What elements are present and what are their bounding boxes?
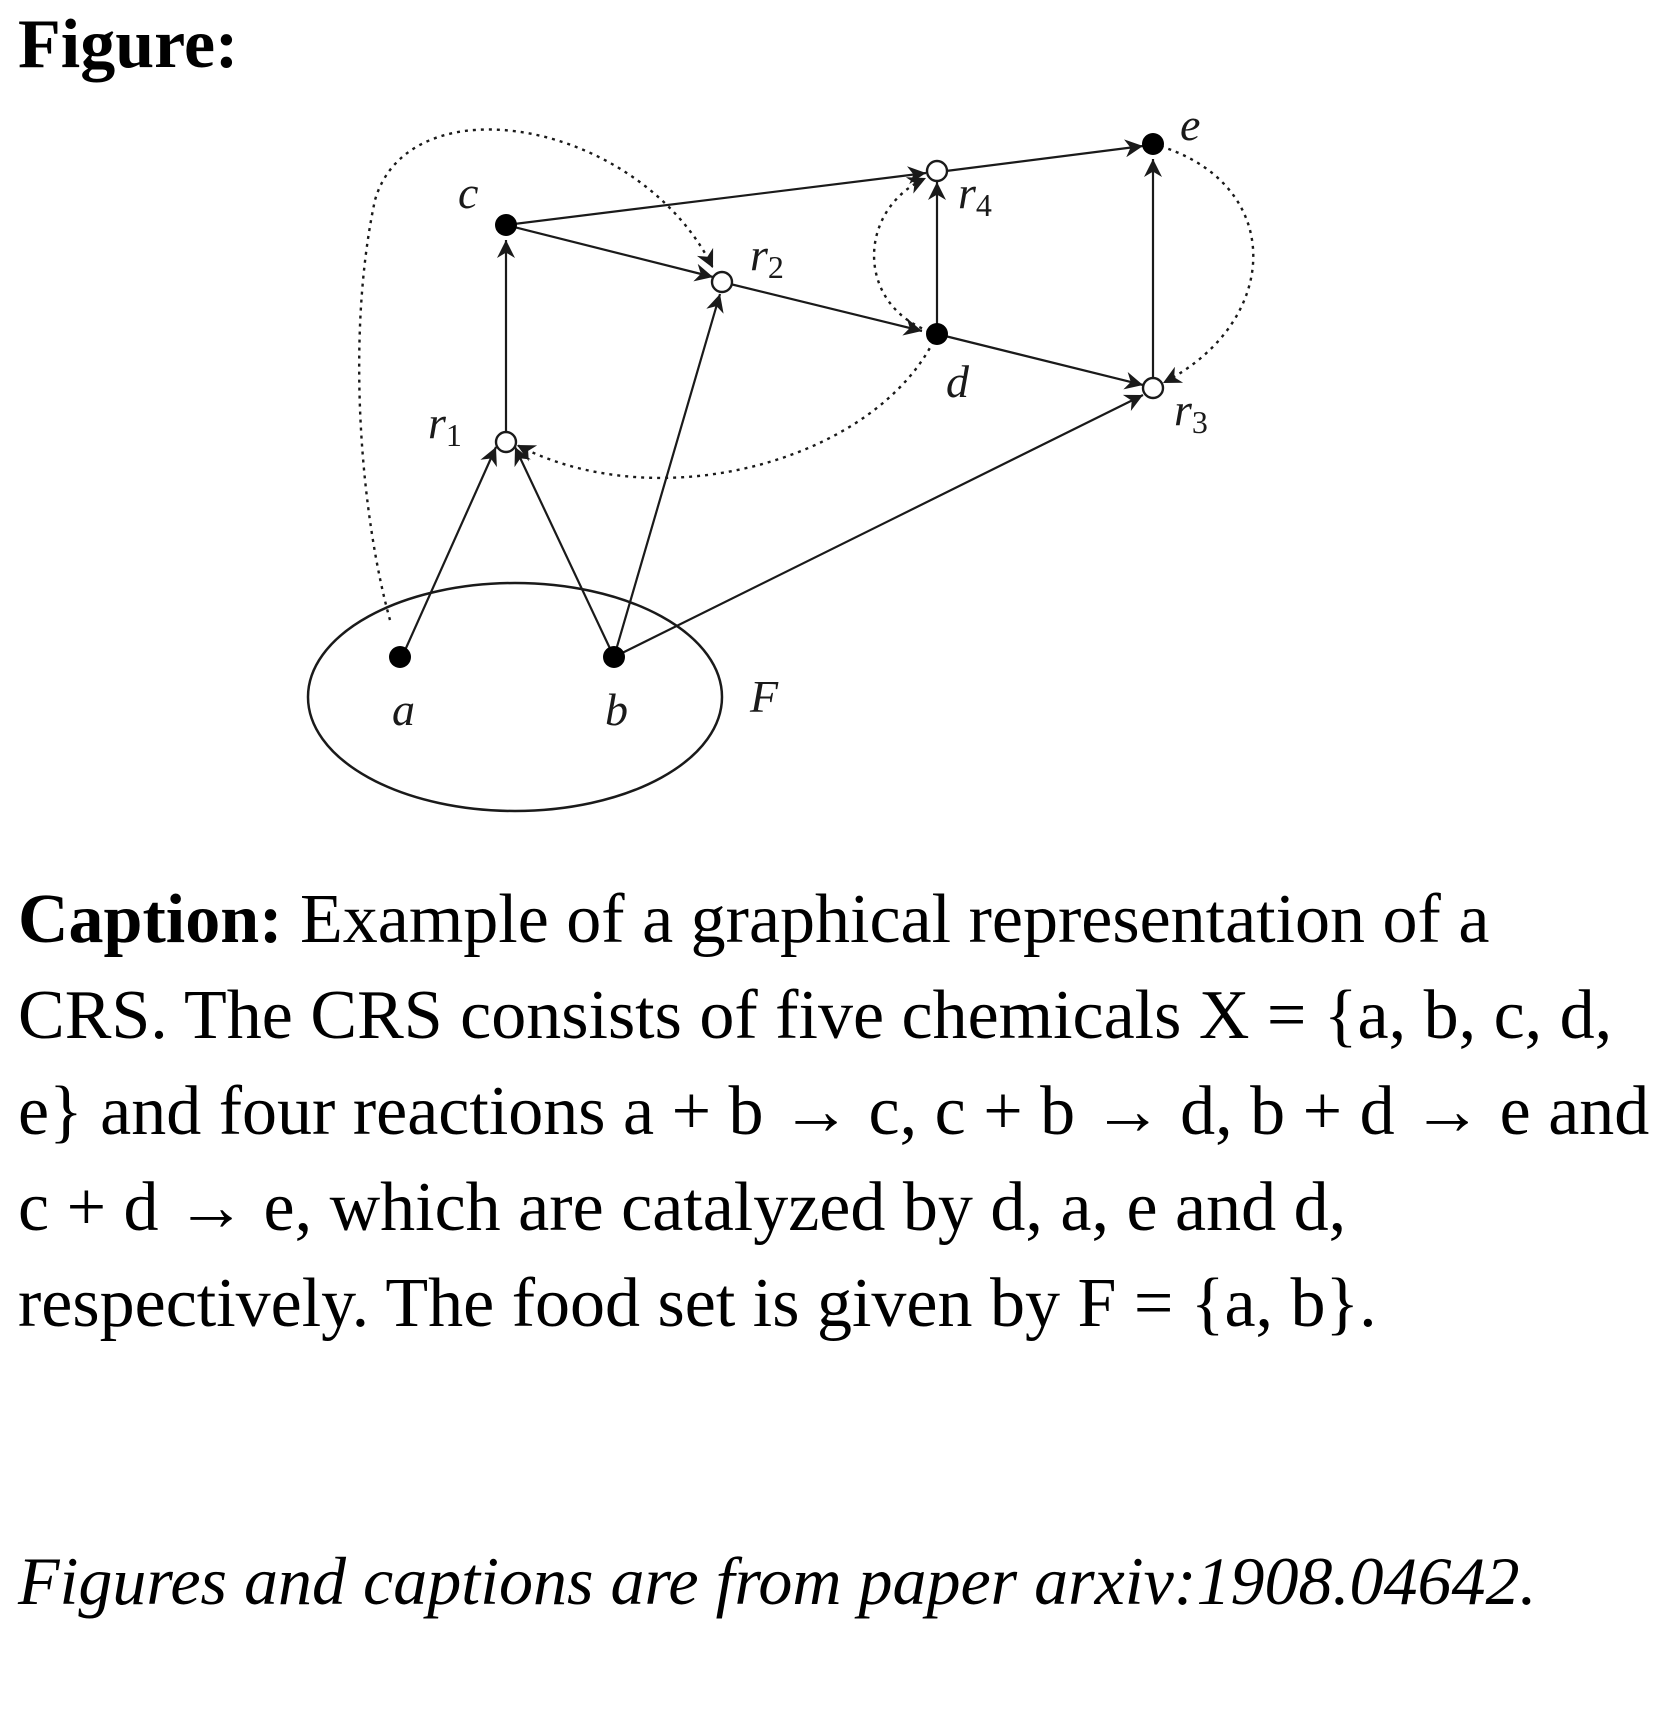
edge-b-r1 (515, 447, 614, 657)
node-r2 (712, 272, 732, 292)
caption-lead: Caption: (18, 881, 283, 958)
node-e (1142, 133, 1164, 155)
node-a (389, 646, 411, 668)
catalysis-d-r4 (874, 178, 937, 334)
edge-a-r1 (402, 447, 496, 657)
edge-b-r2 (614, 294, 720, 657)
figure-caption (18, 872, 1653, 1352)
label-d: d (946, 356, 969, 407)
label-r3: r3 (1174, 384, 1208, 440)
catalysis-d-r1 (517, 334, 937, 478)
node-r3 (1143, 378, 1163, 398)
label-r4: r4 (958, 167, 992, 223)
edge-c-r4 (506, 173, 926, 225)
food-set-ellipse (308, 583, 722, 811)
node-r4 (927, 161, 947, 181)
label-food-set: F (750, 671, 779, 722)
reaction-nodes (496, 161, 1163, 452)
label-r2: r2 (750, 229, 784, 285)
edge-r2-d (722, 282, 922, 331)
edge-b-r3 (614, 395, 1143, 657)
node-d (926, 323, 948, 345)
label-e: e (1180, 100, 1201, 150)
catalysis-edges (359, 129, 1253, 620)
caption-text: Example of a graphical representation of a CRS. The CRS consists of five chemicals X = {a, b, c, d, e} and four reactions a + b → c, c + b → d, b + d → e and c + d → e, which are catalyzed by d, a, e and d, respectively. The food set is given by F = {a, b}. (18, 881, 1650, 1342)
catalysis-a-r2 (359, 129, 713, 620)
crs-diagram (0, 100, 1663, 840)
edge-c-r2 (506, 225, 713, 277)
node-c (495, 214, 517, 236)
source-note: Figures and captions are from paper arxiv:1908.04642. (18, 1543, 1537, 1619)
node-b (603, 646, 625, 668)
node-r1 (496, 432, 516, 452)
label-a: a (392, 684, 415, 735)
figure-heading: Figure: (18, 6, 239, 83)
label-b: b (605, 684, 628, 735)
label-r1: r1 (428, 397, 462, 453)
catalysis-e-r3 (1153, 144, 1253, 383)
label-c: c (458, 167, 479, 218)
